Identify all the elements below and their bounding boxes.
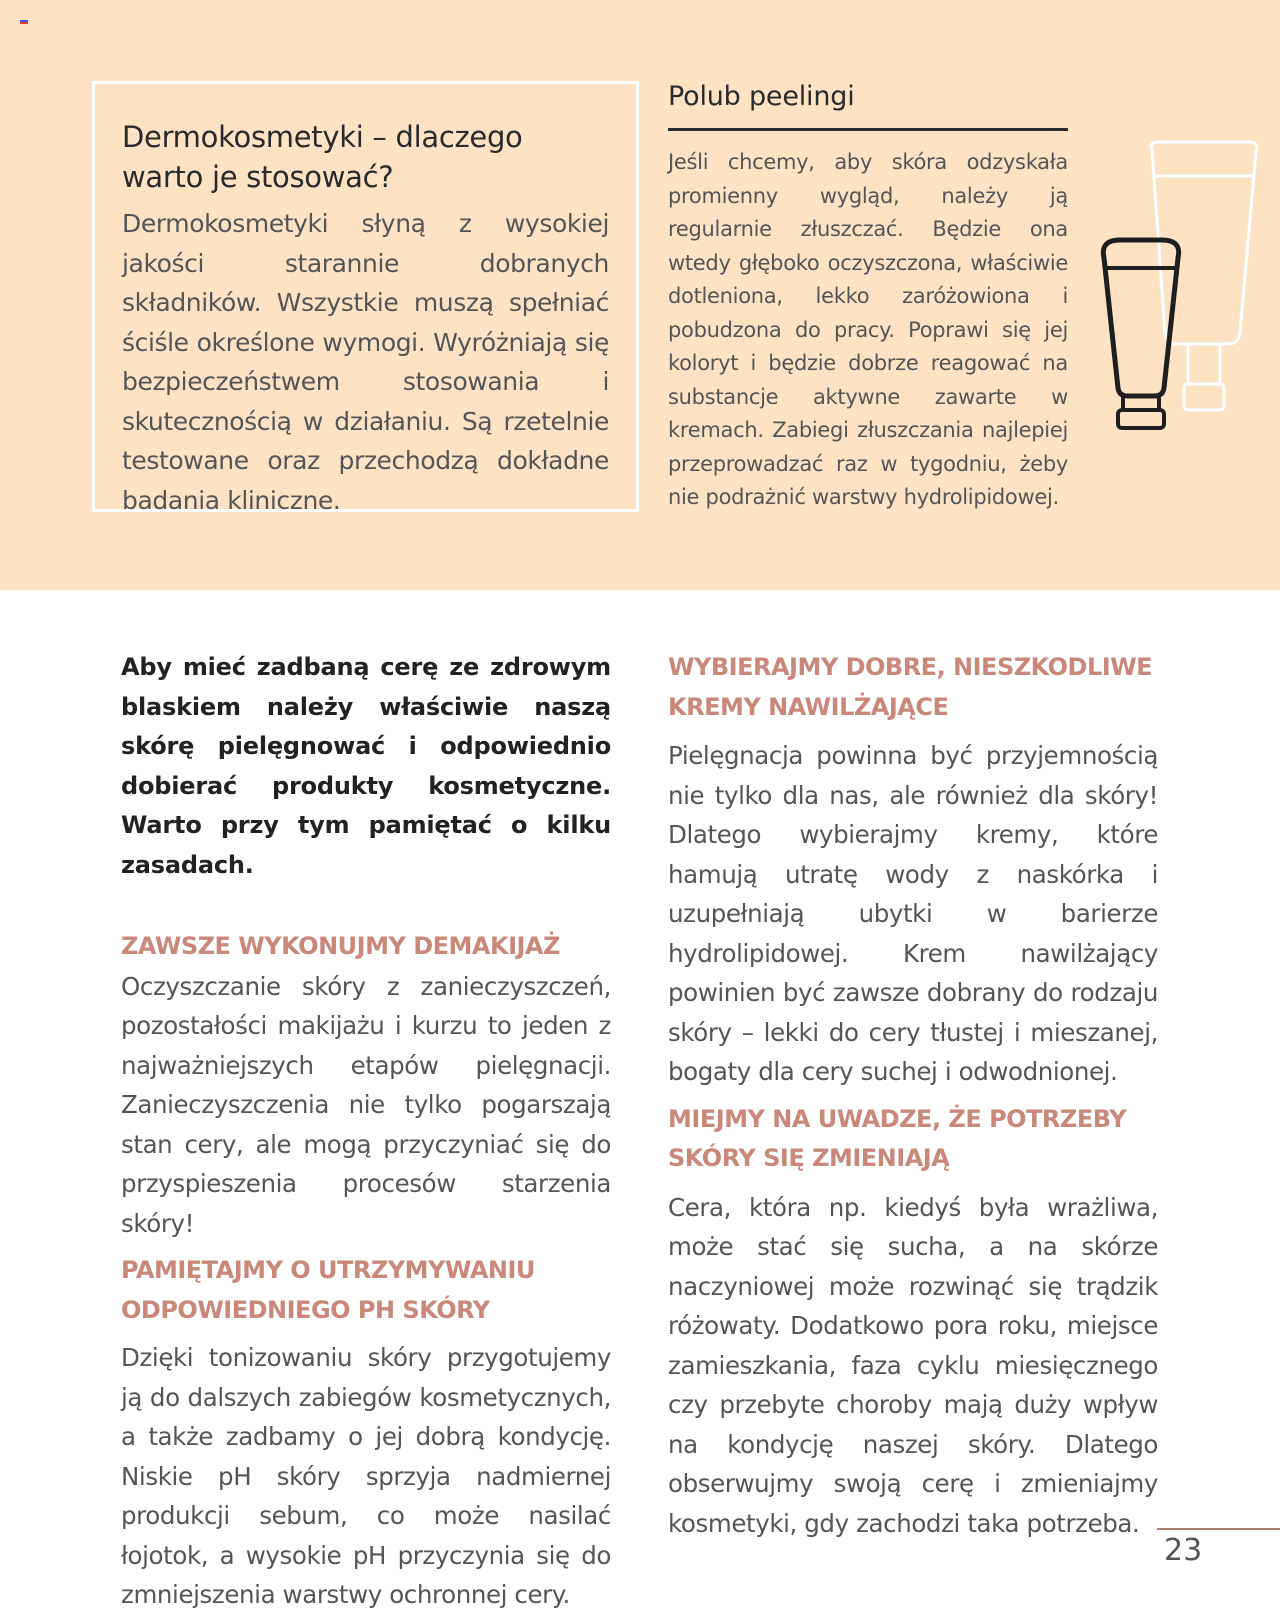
light-tube-icon bbox=[1151, 142, 1257, 344]
section-heading-kremy: WYBIERAJMY DOBRE, NIESZKODLIWE KREMY NAWILŻAJĄCE bbox=[668, 653, 1153, 721]
dark-tube-icon bbox=[1103, 240, 1178, 396]
page-number-rule bbox=[1157, 1528, 1280, 1530]
info-box-body: Dermokosmetyki słyną z wysokiej jakości starannie dobranych składników. Wszystkie muszą spełniać ściśle określone wymogi. Wyróżniają się bezpieczeństwem stosowania i skutecznością w działaniu. Są rzetelnie testowane oraz przechodzą dokładne badania kliniczne. bbox=[122, 209, 609, 515]
page-footer bbox=[1157, 1528, 1280, 1568]
left-column bbox=[121, 648, 611, 1615]
section-heading-demakijaz: ZAWSZE WYKONUJMY DEMAKIJAŻ bbox=[121, 932, 560, 960]
cosmetic-tubes-icon bbox=[1090, 136, 1262, 436]
peeling-body: Jeśli chcemy, aby skóra odzyskała promienny wygląd, należy ją regularnie złuszczać. Będzie ona wtedy głęboko oczyszczona, właściwie dotleniona, lekko zaróżowiona i pobudzona do pracy. Poprawi się jej koloryt i będzie dobrze reagować na substancje aktywne zawarte w kremach. Zabiegi złuszczania najlepiej przeprowadzać raz w tygodniu, żeby nie podrażnić warstwy hydrolipidowej. bbox=[668, 150, 1068, 509]
info-box-title: Dermokosmetyki – dlaczego warto je stosować? bbox=[122, 120, 523, 194]
info-box bbox=[92, 81, 639, 515]
peeling-section bbox=[668, 78, 1068, 515]
lead-paragraph: Aby mieć zadbaną cerę ze zdrowym blaskiem należy właściwie naszą skórę pielęgnować i odpowiednio dobierać produkty kosmetyczne. Warto przy tym pamiętać o kilku zasadach. bbox=[121, 653, 611, 879]
section-text-ph: Dzięki tonizowaniu skóry przygotujemy ją do dalszych zabiegów kosmetycznych, a także zadbamy o jej dobrą kondycję. Niskie pH skóry sprzyja nadmiernej produkcji sebum, co może nasilać łojotok, a wysokie pH przyczynia się do zmniejszenia warstwy ochronnej cery. bbox=[121, 1343, 611, 1609]
section-text-potrzeby: Cera, która np. kiedyś była wrażliwa, może stać się sucha, a na skórze naczyniowej może rozwinąć się trądzik różowaty. Dodatkowo pora roku, miejsce zamieszkania, faza cyklu miesięcznego czy przebyte choroby mają duży wpływ na kondycję naszej skóry. Dlatego obserwujmy swoją cerę i zmieniajmy kosmetyki, gdy zachodzi taka potrzeba. bbox=[668, 1192, 1158, 1538]
section-text-demakijaz: Oczyszczanie skóry z zanieczyszczeń, pozostałości makijażu i kurzu to jeden z najważniejszych etapów pielęgnacji. Zanieczyszczenia nie tylko pogarszają stan cery, ale mogą przyczyniać się do przyspieszenia procesów starzenia skóry! bbox=[121, 971, 611, 1238]
section-text-kremy: Pielęgnacja powinna być przyjemnością nie tylko dla nas, ale również dla skóry! Dlatego wybierajmy kremy, które hamują utratę wody z naskórka i uzupełniają ubytki w barierze hydrolipidowej. Krem nawilżający powinien być zawsze dobrany do rodzaju skóry – lekki do cery tłustej i mieszanej, bogaty dla cery suchej i odwodnionej. bbox=[668, 741, 1158, 1086]
page-number: 23 bbox=[1164, 1533, 1203, 1568]
section-heading-potrzeby: MIEJMY NA UWADZE, ŻE POTRZEBY SKÓRY SIĘ ZMIENIAJĄ bbox=[668, 1104, 1127, 1172]
right-column bbox=[668, 648, 1158, 1543]
flag-icon bbox=[20, 20, 28, 26]
section-heading-ph: PAMIĘTAJMY O UTRZYMYWANIU ODPOWIEDNIEGO PH SKÓRY bbox=[121, 1256, 535, 1324]
peeling-title-rule bbox=[668, 128, 1068, 131]
peeling-title: Polub peelingi bbox=[668, 81, 855, 112]
